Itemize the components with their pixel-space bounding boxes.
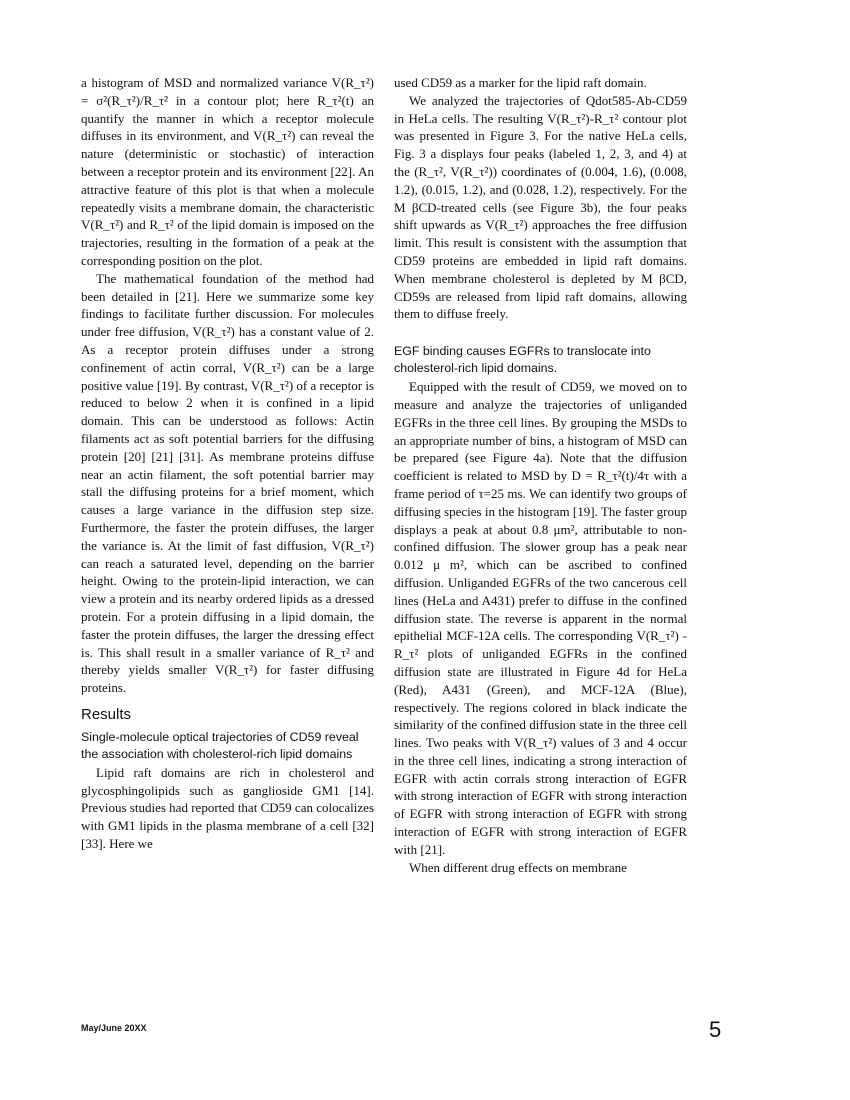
right-column (394, 74, 687, 876)
subheading-cd59-trajectories: Single-molecule optical trajectories of CD59 reveal the association with cholesterol-rich lipid domains (81, 729, 359, 761)
left-column (81, 74, 374, 853)
subheading-egf-binding: EGF binding causes EGFRs to translocate into cholesterol-rich lipid domains. (394, 344, 651, 376)
paragraph-msd-histogram: a histogram of MSD and normalized variance V(R_τ²) = σ²(R_τ²)/R_τ² in a contour plot; here R_τ²(t) an quantify the manner in which a receptor molecule diffuses in its environment, and V(R_τ²) can reveal the nature (deterministic or stochastic) of interaction between a receptor protein and its environment [22]. An attractive feature of this plot is that when a molecule repeatedly visits a membrane domain, the characteristic V(R_τ²) and R_τ² of the lipid domain is imposed on the trajectories, resulting in the formation of a peak at the corresponding position on the plot. (81, 75, 374, 268)
paragraph-egfr-trajectories: Equipped with the result of CD59, we moved on to measure and analyze the trajectories of unliganded EGFRs in the three cell lines. By grouping the MSDs to an appropriate number of bins, a histogram of MSD can be prepared (see Figure 4a). Note that the diffusion coefficient is related to MSD by D = R_τ²(t)/4τ with a frame period of τ=25 ms. We can identify two groups of diffusing species in the histogram [19]. The faster group displays a peak at about 0.8 μm², attributable to non-confined diffusion. The slower group has a peak near 0.012 μ m², which can be ascribed to confined diffusion. Unliganded EGFRs of the two cancerous cell lines (HeLa and A431) prefer to diffuse in the confined diffusion state. The reverse is apparent in the normal epithelial MCF-12A cells. The corresponding V(R_τ²) -R_τ² plots of unliganded EGFRs in the confined diffusion state are illustrated in Figure 4d for HeLa (Red), A431 (Green), and MCF-12A (Blue), respectively. The regions colored in black indicate the similarity of the confined diffusion state in the three cell lines. Two peaks with V(R_τ²) values of 3 and 4 occur in the three cell lines, indicating a strong interaction of EGFR with actin corrals strong interaction of EGFR with strong interaction of EGFR with strong interaction of EGFR with strong interaction of EGFR with strong interaction of EGFR with strong interaction of EGFR with [21]. (394, 379, 687, 857)
page-number: 5 (709, 1017, 722, 1042)
paragraph-qdot-analysis: We analyzed the trajectories of Qdot585-Ab-CD59 in HeLa cells. The resulting V(R_τ²)-R_τ² contour plot was presented in Figure 3. For the native HeLa cells, Fig. 3 a displays four peaks (labeled 1, 2, 3, and 4) at the (R_τ², V(R_τ²)) coordinates of (0.004, 1.6), (0.008, 1.2), (0.015, 1.2), and (0.028, 1.2), respectively. For the M βCD-treated cells (see Figure 3b), the four peaks shift upwards as V(R_τ²) approaches the free diffusion limit. This result is consistent with the assumption that CD59 proteins are embedded in lipid raft domains. When membrane cholesterol is depleted by M βCD, CD59s are released from lipid raft domains, allowing them to diffuse freely. (394, 92, 687, 322)
paragraph-drug-effects: When different drug effects on membrane (409, 859, 627, 875)
spacer (394, 323, 687, 339)
section-heading-results: Results (81, 705, 132, 723)
paragraph-cd59-marker: used CD59 as a marker for the lipid raft domain. (394, 75, 647, 90)
paragraph-mathematical-foundation: The mathematical foundation of the method had been detailed in [21]. Here we summarize some key findings to facilitate further discussion. For molecules under free diffusion, V(R_τ²) has a constant value of 2. As a receptor protein diffuses under a strong confinement of actin corral, V(R_τ²) can be a large positive value [19]. By contrast, V(R_τ²) of a receptor is reduced to below 2 when it is confined in a lipid domain. This can be understood as follows: Actin filaments act as soft potential barriers for the diffusing protein [20] [21] [31]. As membrane proteins diffuse near an actin filament, the soft potential barrier may stall the diffusing proteins for a brief moment, which causes a large variance in the diffusion step size. Furthermore, the faster the protein diffuses, the larger the variance is. At the limit of fast diffusion, V(R_τ²) can reach a saturated level, depending on the barrier height. Owing to the protein-lipid interaction, we can view a protein and its nearby ordered lipids as a dressed protein. For a protein diffusing in a lipid domain, the faster the protein diffuses, the larger the dressing effect is. This shall result in a smaller variance of R_τ² and thereby yields smaller V(R_τ²) for faster diffusing proteins. (81, 270, 375, 696)
footer-issue-date: May/June 20XX (81, 1023, 147, 1033)
paragraph-lipid-raft: Lipid raft domains are rich in cholesterol and glycosphingolipids such as ganglioside GM1 [14]. Previous studies had reported that CD59 can colocalizes with GM1 lipids in the plasma membrane of a cell [32] [33]. Here we (81, 764, 374, 852)
